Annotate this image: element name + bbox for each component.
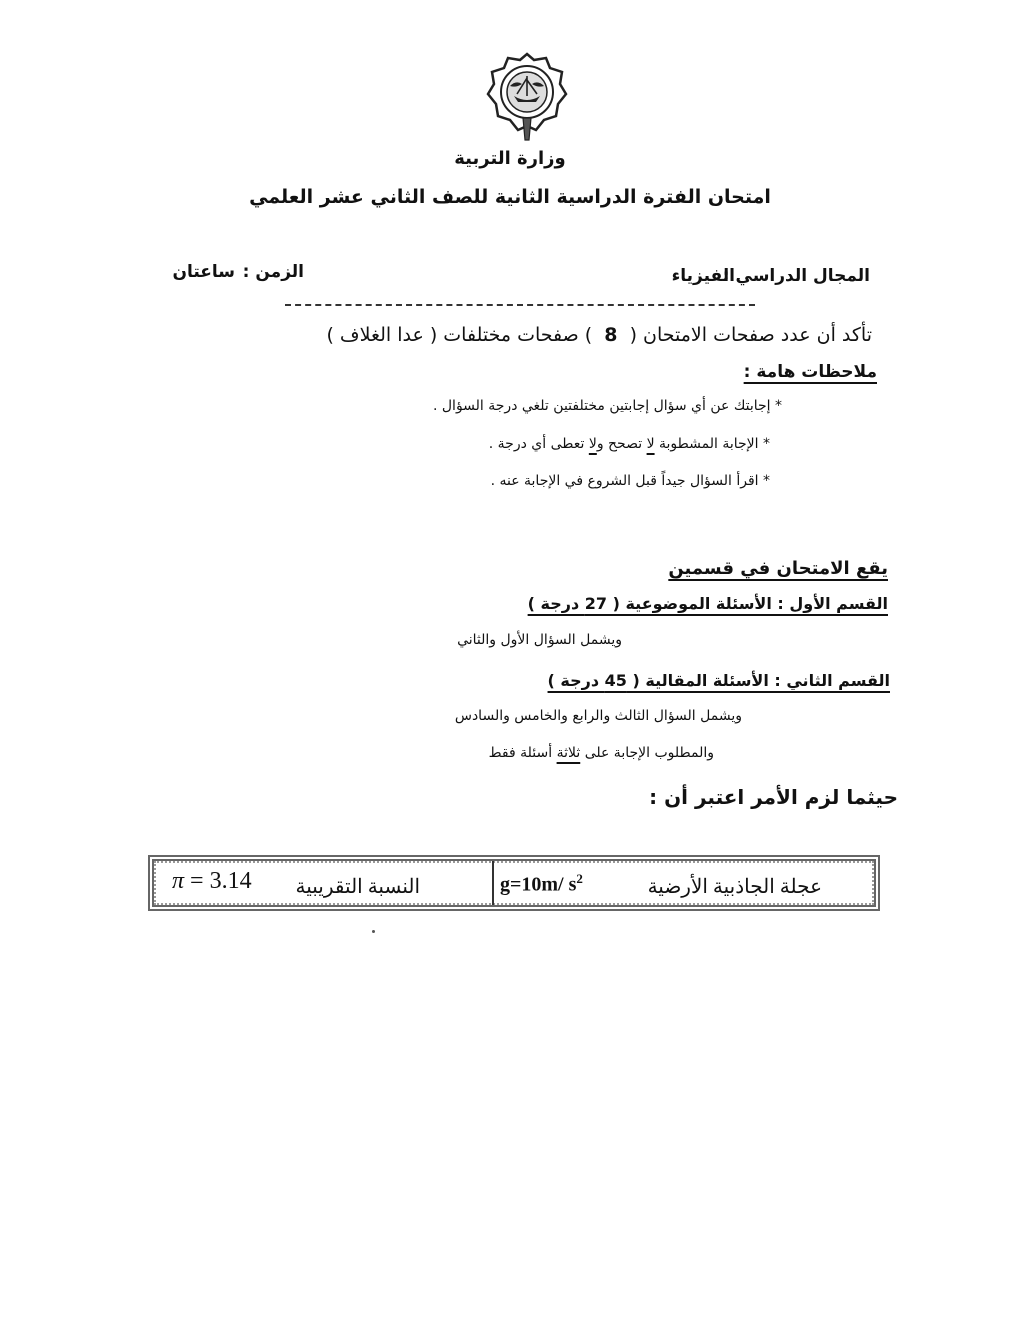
part2-req-before: والمطلوب الإجابة على — [584, 745, 714, 761]
pi-value — [172, 868, 252, 895]
dashed-divider — [285, 304, 755, 306]
exam-division-heading: يقع الامتحان في قسمين — [668, 558, 888, 579]
pi-number: = 3.14 — [190, 868, 252, 894]
note2-negation: لا — [588, 436, 597, 452]
part2-title: القسم الثاني : الأسئلة المقالية ( 45 درجة ) — [547, 671, 890, 690]
part1-description: ويشمل السؤال الأول والثاني — [457, 632, 622, 648]
note-item: * إجابتك عن أي سؤال إجابتين مختلفتين تلغي درجة السؤال . — [432, 398, 782, 414]
pages-note-after: ) صفحات مختلفات ( عدا الغلاف ) — [326, 324, 593, 346]
gravity-value — [500, 871, 583, 897]
exam-title: امتحان الفترة الدراسية الثانية للصف الثاني عشر العلمي — [249, 186, 771, 208]
part2-requirement — [489, 745, 714, 761]
time-value: ساعتان — [172, 262, 235, 282]
note2-part2: تصحح و — [596, 436, 643, 452]
consider-heading: حيثما لزم الأمر اعتبر أن : — [649, 785, 898, 809]
time-label: الزمن : — [242, 262, 304, 282]
subject-label: المجال الدراسي : — [722, 266, 870, 286]
notes-heading: ملاحظات هامة : — [743, 362, 877, 382]
pages-count: 8 — [604, 324, 618, 346]
note-item — [489, 436, 770, 452]
gravity-base: g=10m/ s — [500, 873, 577, 896]
kuwait-emblem-icon — [484, 50, 570, 142]
ministry-name: وزارة التربية — [454, 148, 566, 169]
part1-title: القسم الأول : الأسئلة الموضوعية ( 27 درجة ) — [527, 594, 888, 613]
part2-description: ويشمل السؤال الثالث والرابع والخامس والسادس — [454, 708, 742, 724]
note2-part1: * الإجابة المشطوبة — [659, 436, 770, 452]
gravity-label: عجلة الجاذبية الأرضية — [647, 876, 822, 898]
stray-mark — [372, 930, 375, 933]
note-item: * اقرأ السؤال جيداً قبل الشروع في الإجابة عنه . — [490, 473, 770, 489]
constants-box — [148, 855, 880, 911]
part2-req-after: أسئلة فقط — [488, 745, 553, 761]
pi-label: النسبة التقريبية — [295, 876, 420, 898]
box-divider — [492, 861, 494, 905]
pages-note-before: تأكد أن عدد صفحات الامتحان ( — [629, 324, 872, 346]
part2-req-number: ثلاثة — [556, 745, 581, 761]
gravity-exponent: 2 — [576, 871, 583, 886]
pi-symbol: π — [172, 868, 185, 894]
subject-value: الفيزياء — [671, 266, 735, 286]
pages-count-note — [326, 324, 872, 346]
note2-part3: تعطى أي درجة . — [488, 436, 585, 452]
note2-negation: لا — [646, 436, 655, 452]
